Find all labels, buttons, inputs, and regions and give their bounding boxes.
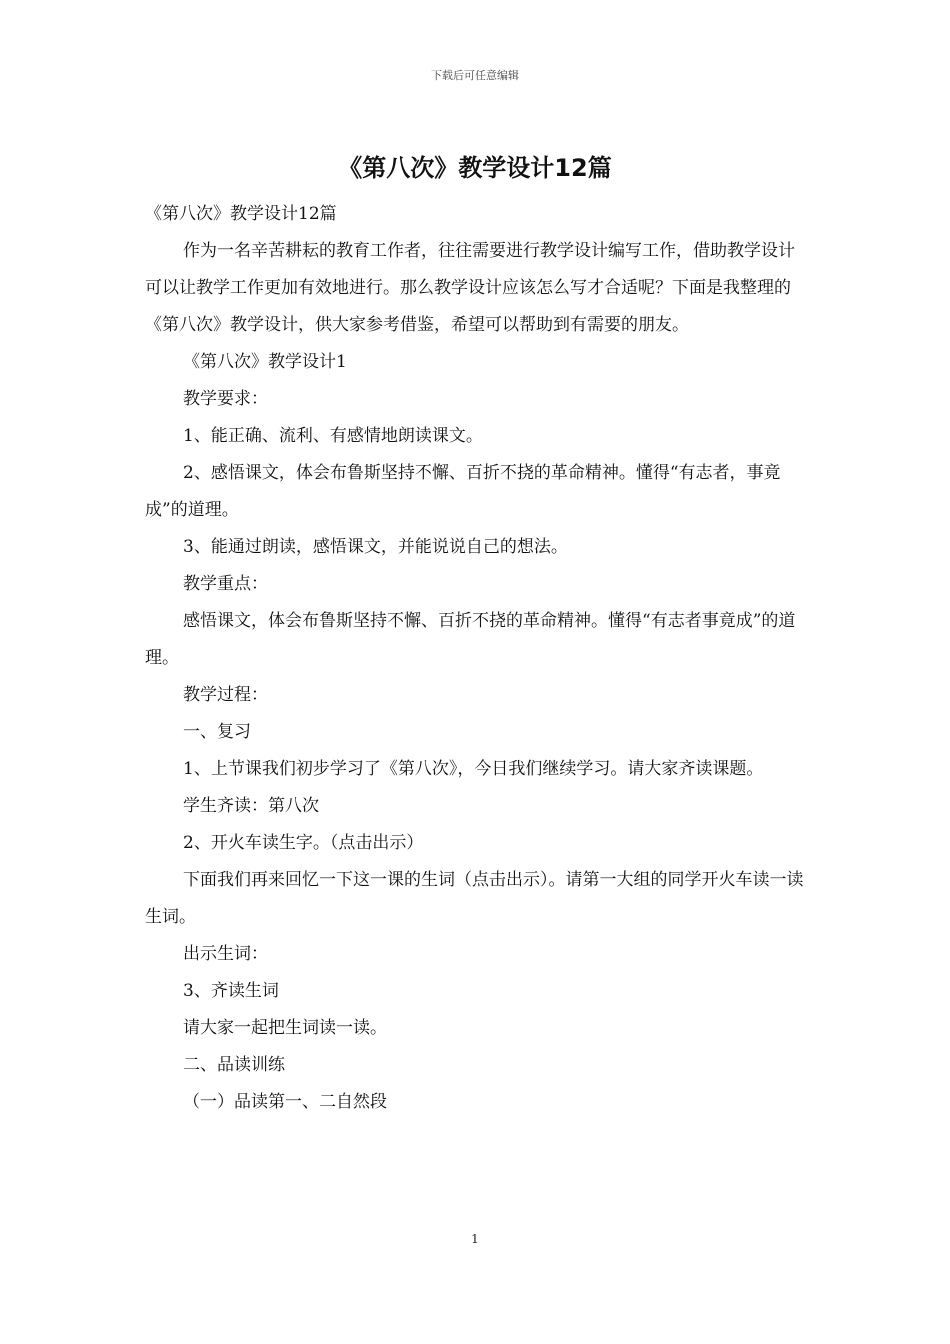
paragraph: 一、复习 xyxy=(183,722,251,742)
section-heading: 《第八次》教学设计1 xyxy=(183,352,347,372)
paragraph: 学生齐读：第八次 xyxy=(183,796,319,816)
paragraph: （一）品读第一、二自然段 xyxy=(183,1092,387,1112)
paragraph: 2、感悟课文，体会布鲁斯坚持不懈、百折不挠的革命精神。懂得“有志者，事竟成”的道理。 xyxy=(145,463,781,520)
paragraph: 教学要求： xyxy=(183,389,268,409)
paragraph: 1、上节课我们初步学习了《第八次》，今日我们继续学习。请大家齐读课题。 xyxy=(183,759,764,779)
paragraph: 作为一名辛苦耕耘的教育工作者，往往需要进行教学设计编写工作，借助教学设计可以让教学工作更加有效地进行。那么教学设计应该怎么写才合适呢？下面是我整理的《第八次》教学设计，供大家参考借鉴，希望可以帮助到有需要的朋友。 xyxy=(145,241,795,335)
paragraph: 教学过程： xyxy=(183,685,268,705)
paragraph: 二、品读训练 xyxy=(183,1055,285,1075)
paragraph: 《第八次》教学设计12篇 xyxy=(145,204,337,224)
paragraph: 3、能通过朗读，感悟课文，并能说说自己的想法。 xyxy=(183,537,568,557)
document-body xyxy=(145,196,809,1121)
document-title: 《第八次》教学设计12篇 xyxy=(338,154,612,182)
paragraph: 下面我们再来回忆一下这一课的生词（点击出示）。请第一大组的同学开火车读一读生词。 xyxy=(145,870,804,927)
paragraph: 感悟课文，体会布鲁斯坚持不懈、百折不挠的革命精神。懂得“有志者事竟成”的道理。 xyxy=(145,611,796,668)
page-number: 1 xyxy=(471,1232,479,1246)
paragraph: 教学重点： xyxy=(183,574,268,594)
paragraph: 1、能正确、流利、有感情地朗读课文。 xyxy=(183,426,483,446)
header-note: 下载后可任意编辑 xyxy=(431,69,519,82)
paragraph: 出示生词： xyxy=(183,944,268,964)
paragraph: 请大家一起把生词读一读。 xyxy=(183,1018,387,1038)
paragraph: 3、齐读生词 xyxy=(183,981,279,1001)
paragraph: 2、开火车读生字。（点击出示） xyxy=(183,833,424,853)
